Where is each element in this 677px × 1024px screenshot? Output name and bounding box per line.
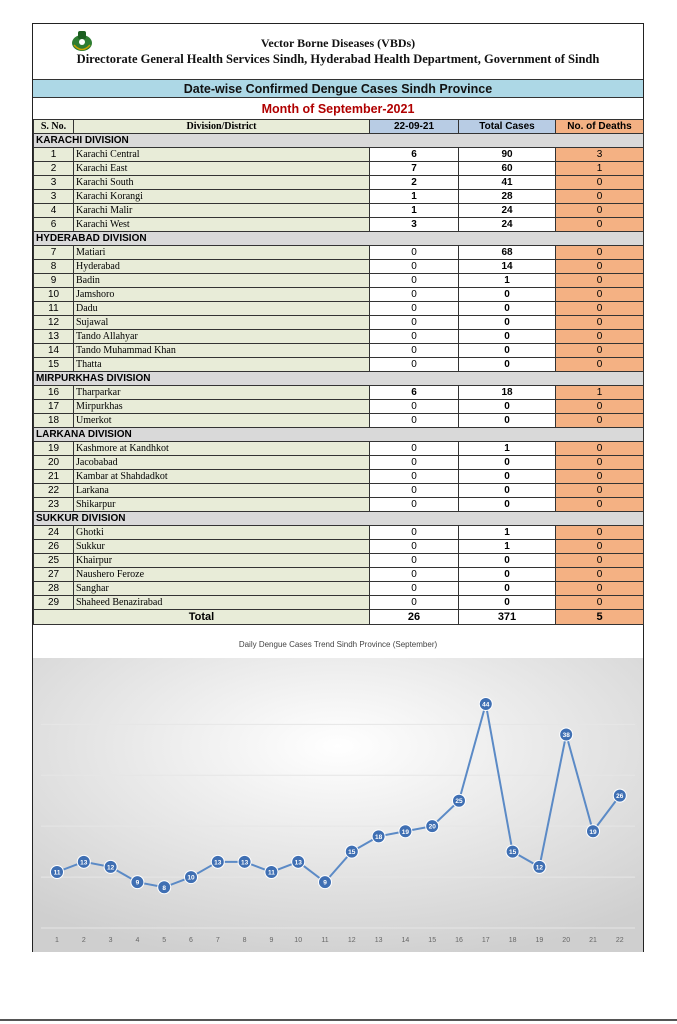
row-total-cases: 0 (459, 330, 556, 344)
row-deaths: 0 (556, 190, 644, 204)
table-row (34, 386, 644, 400)
chart-data-label: 13 (294, 859, 302, 867)
table-row (34, 526, 644, 540)
division-row (34, 232, 644, 246)
row-total-cases: 0 (459, 288, 556, 302)
row-date-cases: 0 (370, 568, 459, 582)
chart-x-tick-label: 21 (589, 937, 597, 944)
chart-data-label: 10 (187, 874, 195, 882)
chart-data-label: 12 (106, 864, 115, 872)
row-district: Shikarpur (74, 498, 370, 512)
row-district: Hyderabad (74, 260, 370, 274)
row-district: Mirpurkhas (74, 400, 370, 414)
vbd-title: Vector Borne Diseases (VBDs) (260, 36, 416, 50)
row-date-cases: 0 (370, 246, 459, 260)
row-total-cases: 24 (459, 204, 556, 218)
table-row (34, 358, 644, 372)
row-sno: 1 (34, 148, 74, 162)
chart-x-tick-label: 5 (162, 937, 167, 944)
chart-data-label: 25 (455, 798, 463, 806)
table-row (34, 400, 644, 414)
total-label: Total (34, 610, 370, 625)
row-deaths: 0 (556, 484, 644, 498)
row-sno: 28 (34, 582, 74, 596)
row-total-cases: 28 (459, 190, 556, 204)
table-row (34, 344, 644, 358)
table-body (34, 134, 644, 625)
row-date-cases: 0 (370, 456, 459, 470)
row-deaths: 0 (556, 316, 644, 330)
chart-data-label: 44 (482, 701, 490, 709)
row-date-cases: 0 (370, 274, 459, 288)
column-header-district: Division/District (74, 120, 370, 134)
row-deaths: 0 (556, 330, 644, 344)
total-cases: 371 (459, 610, 556, 625)
chart-x-tick-label: 9 (269, 937, 274, 944)
row-district: Khairpur (74, 554, 370, 568)
chart-x-tick-label: 10 (294, 937, 303, 944)
row-total-cases: 0 (459, 456, 556, 470)
chart-x-tick-label: 16 (455, 937, 463, 944)
row-date-cases: 0 (370, 358, 459, 372)
column-header-total-cases: Total Cases (459, 120, 556, 134)
table-row (34, 148, 644, 162)
row-sno: 6 (34, 218, 74, 232)
row-sno: 3 (34, 190, 74, 204)
row-deaths: 0 (556, 288, 644, 302)
row-total-cases: 1 (459, 274, 556, 288)
row-date-cases: 0 (370, 470, 459, 484)
chart-x-tick-label: 11 (321, 937, 329, 944)
row-total-cases: 18 (459, 386, 556, 400)
row-sno: 22 (34, 484, 74, 498)
row-district: Shaheed Benazirabad (74, 596, 370, 610)
row-district: Kambar at Shahdadkot (74, 470, 370, 484)
row-sno: 9 (34, 274, 74, 288)
column-header-deaths: No. of Deaths (556, 120, 644, 134)
row-total-cases: 24 (459, 218, 556, 232)
row-sno: 14 (34, 344, 74, 358)
row-sno: 3 (34, 176, 74, 190)
row-deaths: 1 (556, 162, 644, 176)
chart-x-tick-label: 2 (81, 937, 86, 944)
division-name: MIRPURKHAS DIVISION (34, 372, 644, 386)
row-sno: 24 (34, 526, 74, 540)
row-district: Tharparkar (74, 386, 370, 400)
row-district: Umerkot (74, 414, 370, 428)
row-date-cases: 6 (370, 148, 459, 162)
row-date-cases: 0 (370, 330, 459, 344)
row-sno: 16 (34, 386, 74, 400)
row-deaths: 0 (556, 596, 644, 610)
chart-data-label: 26 (616, 793, 624, 801)
table-row (34, 414, 644, 428)
row-date-cases: 0 (370, 302, 459, 316)
row-sno: 25 (34, 554, 74, 568)
row-district: Jamshoro (74, 288, 370, 302)
row-sno: 11 (34, 302, 74, 316)
trend-chart (33, 658, 643, 952)
chart-x-tick-label: 13 (374, 937, 383, 944)
row-date-cases: 3 (370, 218, 459, 232)
row-district: Karachi East (74, 162, 370, 176)
row-date-cases: 0 (370, 498, 459, 512)
division-row (34, 512, 644, 526)
table-row (34, 582, 644, 596)
row-date-cases: 0 (370, 582, 459, 596)
row-total-cases: 1 (459, 526, 556, 540)
division-row (34, 428, 644, 442)
row-deaths: 0 (556, 470, 644, 484)
table-row (34, 260, 644, 274)
row-sno: 15 (34, 358, 74, 372)
row-date-cases: 0 (370, 260, 459, 274)
row-date-cases: 6 (370, 386, 459, 400)
chart-x-tick-label: 22 (615, 937, 624, 944)
row-deaths: 0 (556, 344, 644, 358)
chart-x-tick-label: 17 (481, 937, 490, 944)
row-total-cases: 0 (459, 302, 556, 316)
total-deaths: 5 (556, 610, 644, 625)
table-row (34, 442, 644, 456)
row-total-cases: 1 (459, 540, 556, 554)
row-total-cases: 0 (459, 358, 556, 372)
row-date-cases: 7 (370, 162, 459, 176)
table-row (34, 190, 644, 204)
row-district: Ghotki (74, 526, 370, 540)
row-total-cases: 0 (459, 554, 556, 568)
row-district: Sanghar (74, 582, 370, 596)
row-total-cases: 0 (459, 316, 556, 330)
chart-data-label: 20 (428, 823, 436, 831)
row-date-cases: 0 (370, 316, 459, 330)
row-district: Matiari (74, 246, 370, 260)
row-total-cases: 0 (459, 498, 556, 512)
chart-title: Daily Dengue Cases Trend Sindh Province (September) (238, 640, 438, 649)
row-sno: 18 (34, 414, 74, 428)
row-total-cases: 41 (459, 176, 556, 190)
row-deaths: 0 (556, 554, 644, 568)
row-deaths: 0 (556, 568, 644, 582)
row-date-cases: 0 (370, 400, 459, 414)
row-total-cases: 0 (459, 568, 556, 582)
row-district: Karachi Malir (74, 204, 370, 218)
report-sheet (32, 23, 644, 952)
chart-data-label: 19 (401, 828, 410, 836)
page-divider (0, 1019, 677, 1021)
row-date-cases: 1 (370, 204, 459, 218)
row-deaths: 0 (556, 456, 644, 470)
row-deaths: 0 (556, 400, 644, 414)
chart-data-label: 9 (135, 879, 140, 887)
row-date-cases: 0 (370, 414, 459, 428)
chart-data-label: 38 (562, 732, 570, 740)
row-district: Thatta (74, 358, 370, 372)
row-district: Karachi West (74, 218, 370, 232)
table-row (34, 596, 644, 610)
row-date-cases: 0 (370, 554, 459, 568)
row-date-cases: 0 (370, 484, 459, 498)
row-total-cases: 14 (459, 260, 556, 274)
division-name: HYDERABAD DIVISION (34, 232, 644, 246)
row-deaths: 0 (556, 526, 644, 540)
row-total-cases: 0 (459, 414, 556, 428)
table-row (34, 274, 644, 288)
row-sno: 17 (34, 400, 74, 414)
chart-data-label: 11 (267, 869, 275, 877)
table-row (34, 540, 644, 554)
report-header (33, 24, 643, 78)
row-deaths: 0 (556, 176, 644, 190)
row-district: Sujawal (74, 316, 370, 330)
row-deaths: 0 (556, 414, 644, 428)
chart-data-label: 15 (348, 849, 356, 857)
row-date-cases: 0 (370, 526, 459, 540)
row-sno: 27 (34, 568, 74, 582)
chart-data-label: 11 (53, 869, 61, 877)
table-row (34, 176, 644, 190)
row-date-cases: 0 (370, 288, 459, 302)
row-sno: 19 (34, 442, 74, 456)
row-sno: 29 (34, 596, 74, 610)
division-row (34, 372, 644, 386)
row-date-cases: 2 (370, 176, 459, 190)
row-sno: 26 (34, 540, 74, 554)
row-deaths: 0 (556, 274, 644, 288)
chart-data-label: 15 (508, 849, 517, 857)
table-row (34, 288, 644, 302)
row-deaths: 0 (556, 302, 644, 316)
trend-chart-svg (33, 658, 643, 952)
row-district: Karachi Central (74, 148, 370, 162)
row-deaths: 0 (556, 540, 644, 554)
table-row (34, 498, 644, 512)
row-total-cases: 0 (459, 582, 556, 596)
table-row (34, 302, 644, 316)
row-district: Larkana (74, 484, 370, 498)
row-deaths: 1 (556, 386, 644, 400)
chart-data-label: 13 (80, 859, 88, 867)
row-date-cases: 0 (370, 596, 459, 610)
row-deaths: 0 (556, 358, 644, 372)
row-total-cases: 0 (459, 484, 556, 498)
row-sno: 2 (34, 162, 74, 176)
table-row (34, 484, 644, 498)
chart-data-label: 19 (589, 828, 597, 836)
division-name: SUKKUR DIVISION (34, 512, 644, 526)
row-date-cases: 0 (370, 344, 459, 358)
table-row (34, 456, 644, 470)
table-header-row (34, 120, 644, 134)
table-row (34, 568, 644, 582)
row-date-cases: 1 (370, 190, 459, 204)
row-district: Sukkur (74, 540, 370, 554)
row-total-cases: 0 (459, 470, 556, 484)
row-district: Naushero Feroze (74, 568, 370, 582)
chart-x-tick-label: 3 (108, 937, 113, 944)
table-row (34, 218, 644, 232)
table-row (34, 204, 644, 218)
column-header-sno: S. No. (34, 120, 74, 134)
column-header-date: 22-09-21 (370, 120, 459, 134)
chart-x-tick-label: 15 (428, 937, 437, 944)
row-total-cases: 1 (459, 442, 556, 456)
table-row (34, 554, 644, 568)
row-sno: 23 (34, 498, 74, 512)
month-title: Month of September-2021 (261, 102, 415, 116)
row-total-cases: 0 (459, 400, 556, 414)
table-row (34, 470, 644, 484)
chart-data-label: 13 (240, 859, 249, 867)
chart-data-label: 12 (535, 864, 544, 872)
row-district: Badin (74, 274, 370, 288)
chart-x-tick-label: 12 (347, 937, 356, 944)
row-total-cases: 68 (459, 246, 556, 260)
chart-x-tick-label: 18 (508, 937, 517, 944)
chart-data-label: 18 (374, 833, 383, 841)
row-deaths: 0 (556, 442, 644, 456)
row-district: Karachi South (74, 176, 370, 190)
row-district: Dadu (74, 302, 370, 316)
row-sno: 7 (34, 246, 74, 260)
row-sno: 20 (34, 456, 74, 470)
total-row (34, 610, 644, 625)
row-sno: 13 (34, 330, 74, 344)
division-row (34, 134, 644, 148)
row-deaths: 0 (556, 218, 644, 232)
row-deaths: 0 (556, 582, 644, 596)
table-row (34, 246, 644, 260)
chart-x-tick-label: 20 (562, 937, 571, 944)
row-deaths: 3 (556, 148, 644, 162)
chart-x-tick-label: 6 (189, 937, 193, 944)
row-date-cases: 0 (370, 540, 459, 554)
row-district: Karachi Korangi (74, 190, 370, 204)
chart-data-label: 13 (214, 859, 222, 867)
table-row (34, 330, 644, 344)
division-name: KARACHI DIVISION (34, 134, 644, 148)
chart-data-label: 9 (323, 879, 327, 887)
row-total-cases: 90 (459, 148, 556, 162)
row-sno: 21 (34, 470, 74, 484)
row-sno: 10 (34, 288, 74, 302)
total-date-cases: 26 (370, 610, 459, 625)
row-district: Jacobabad (74, 456, 370, 470)
row-sno: 8 (34, 260, 74, 274)
row-date-cases: 0 (370, 442, 459, 456)
row-district: Kashmore at Kandhkot (74, 442, 370, 456)
table-row (34, 162, 644, 176)
row-district: Tando Muhammad Khan (74, 344, 370, 358)
row-total-cases: 0 (459, 344, 556, 358)
row-deaths: 0 (556, 204, 644, 218)
row-total-cases: 60 (459, 162, 556, 176)
row-sno: 4 (34, 204, 74, 218)
table-row (34, 316, 644, 330)
chart-x-tick-label: 8 (242, 937, 247, 944)
department-title: Directorate General Health Services Sindh, Hyderabad Health Department, Government of Sindh (76, 52, 600, 66)
row-total-cases: 0 (459, 596, 556, 610)
chart-x-tick-label: 19 (535, 937, 544, 944)
chart-x-tick-label: 7 (215, 937, 220, 944)
row-deaths: 0 (556, 498, 644, 512)
chart-x-tick-label: 14 (401, 937, 410, 944)
chart-x-tick-label: 4 (135, 937, 140, 944)
chart-x-tick-label: 1 (55, 937, 59, 944)
row-district: Tando Allahyar (74, 330, 370, 344)
dengue-cases-table (33, 119, 644, 625)
row-deaths: 0 (556, 260, 644, 274)
division-name: LARKANA DIVISION (34, 428, 644, 442)
row-sno: 12 (34, 316, 74, 330)
chart-data-label: 8 (162, 884, 167, 892)
row-deaths: 0 (556, 246, 644, 260)
report-title: Date-wise Confirmed Dengue Cases Sindh Province (33, 79, 643, 98)
